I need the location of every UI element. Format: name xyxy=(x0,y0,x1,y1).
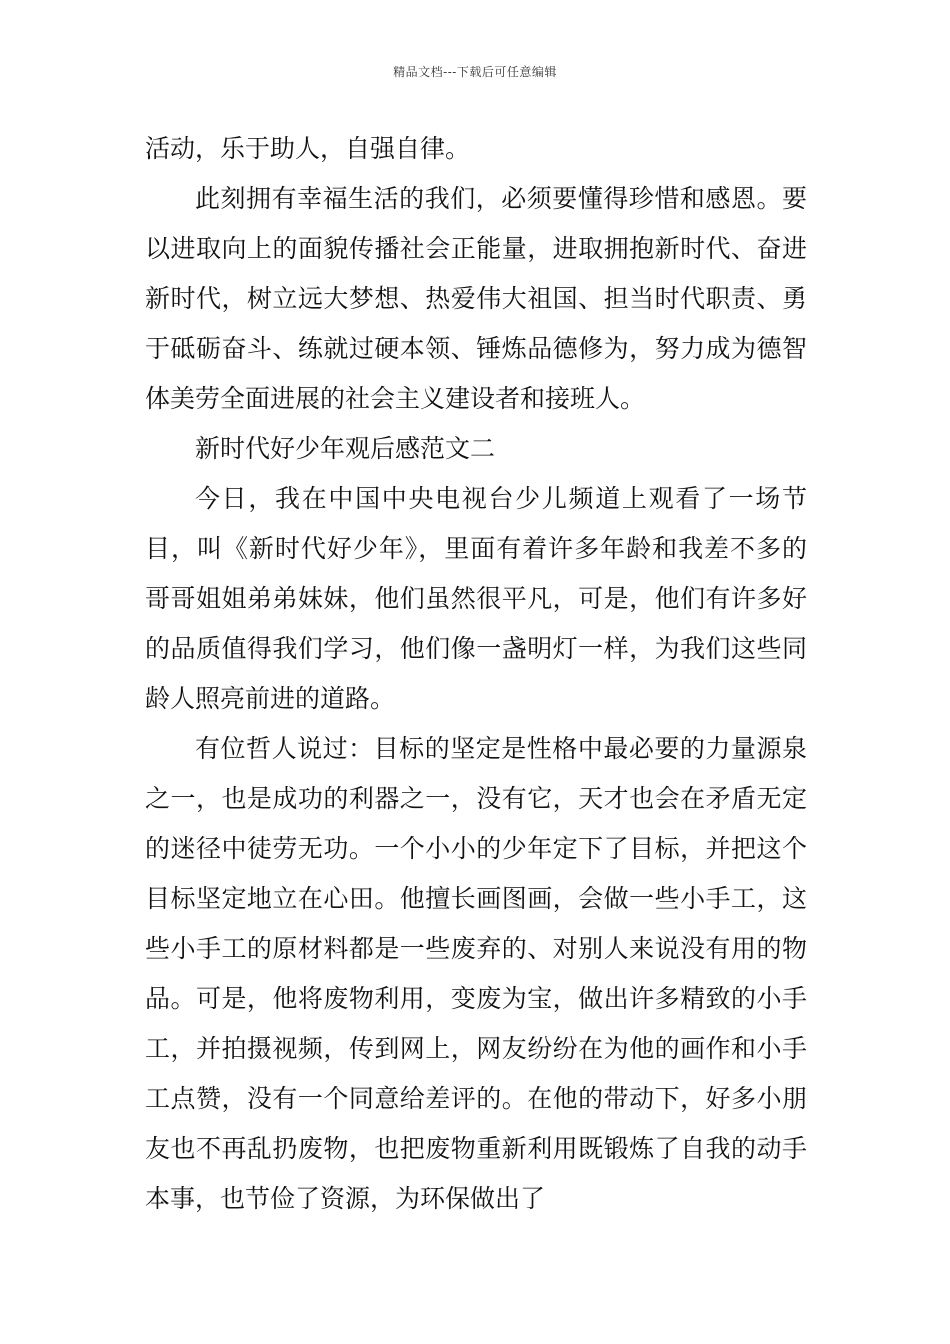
paragraph-4: 有位哲人说过：目标的坚定是性格中最必要的力量源泉之一，也是成功的利器之一，没有它，天才也会在矛盾无定的迷径中徒劳无功。一个小小的少年定下了目标，并把这个目标坚定地立在心田。他擅长画图画，会做一些小手工，这些小手工的原材料都是一些废弃的、对别人来说没有用的物品。可是，他将废物利用，变废为宝，做出许多精致的小手工，并拍摄视频，传到网上，网友纷纷在为他的画作和小手工点赞，没有一个同意给差评的。在他的带动下，好多小朋友也不再乱扔废物，也把废物重新利用既锻炼了自我的动手本事，也节俭了资源，为环保做出了 xyxy=(145,734,807,1213)
paragraph-1: 活动，乐于助人，自强自律。 xyxy=(145,134,471,163)
page-header: 精品文档---下载后可任意编辑 xyxy=(393,65,557,79)
document-body xyxy=(145,124,807,1224)
paragraph-2: 此刻拥有幸福生活的我们，必须要懂得珍惜和感恩。要以进取向上的面貌传播社会正能量，进取拥抱新时代、奋进新时代，树立远大梦想、热爱伟大祖国、担当时代职责、勇于砥砺奋斗、练就过硬本领、锤炼品德修为，努力成为德智体美劳全面进展的社会主义建设者和接班人。 xyxy=(145,184,807,413)
paragraph-3: 今日，我在中国中央电视台少儿频道上观看了一场节目，叫《新时代好少年》，里面有着许多年龄和我差不多的哥哥姐姐弟弟妹妹，他们虽然很平凡，可是，他们有许多好的品质值得我们学习，他们像一盏明灯一样，为我们这些同龄人照亮前进的道路。 xyxy=(145,484,807,713)
section-heading: 新时代好少年观后感范文二 xyxy=(195,434,496,463)
